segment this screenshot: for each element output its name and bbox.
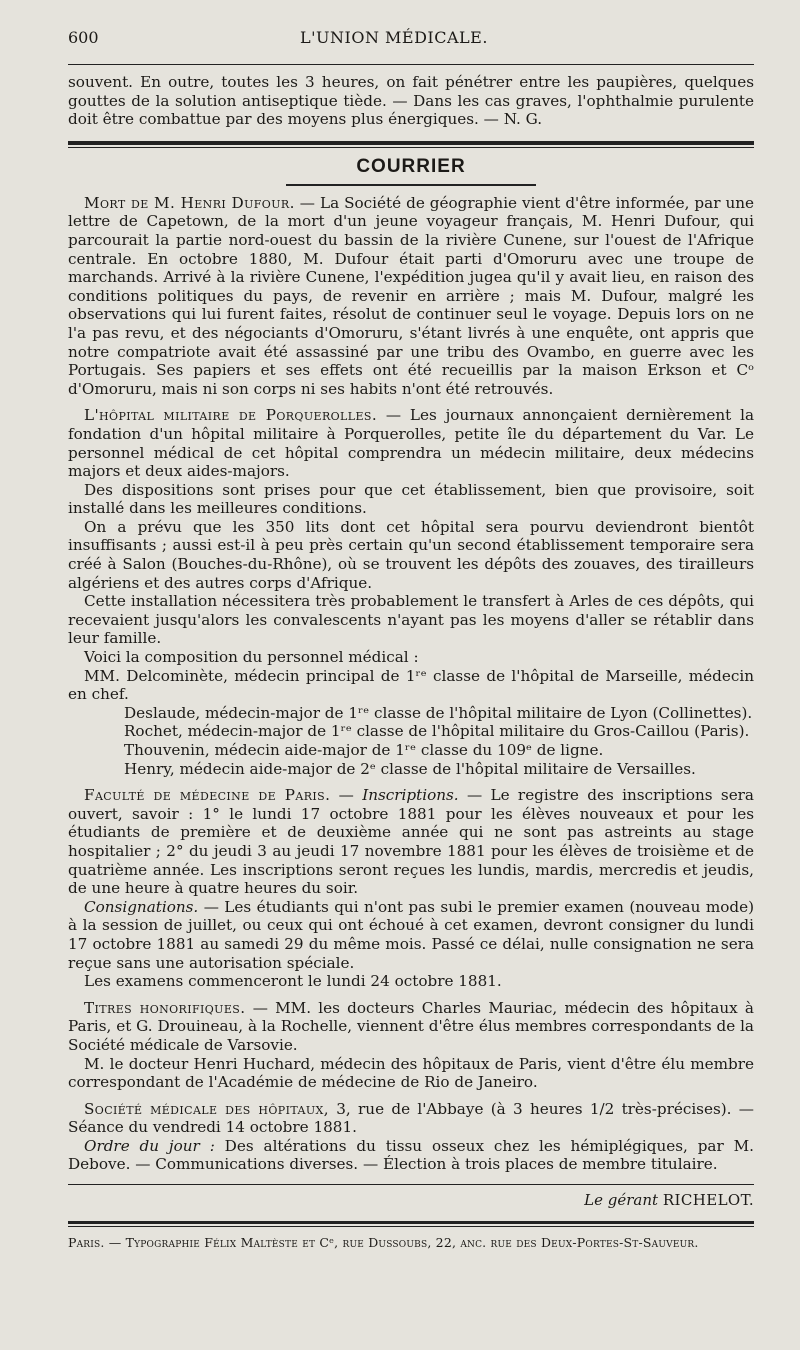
intro-paragraph: souvent. En outre, toutes les 3 heures, on fait pénétrer entre les paupières, quelques gouttes de la solution antiseptique tiède. — Dans les cas graves, l'ophthalmie purulente doit être combattue par des moyens plus énergiques. — N. G.: [68, 73, 754, 129]
signature: [68, 1191, 754, 1209]
page-header: [68, 28, 754, 54]
closing-rule: [68, 1184, 754, 1185]
staff-list: [124, 704, 754, 778]
article-heading: Société médicale des hôpitaux,: [84, 1099, 329, 1118]
paragraph: On a prévu que les 350 lits dont cet hôpital sera pourvu deviendront bientôt insuffisants ; aussi est-il à peu près certain qu'un second établissement temporaire sera créé à Salon (Bouches-du-Rhône), où se trouvent les dépôts des zouaves, des tirailleurs algériens et des autres corps d'Afrique.: [68, 517, 754, 592]
staff-item: Deslaude, médecin-major de 1ʳᵉ classe de l'hôpital militaire de Lyon (Collinettes).: [124, 703, 753, 722]
article-faculte: Faculté de médecine de Paris. — Inscriptions. — Le registre des inscriptions sera ouvert, savoir : 1° le lundi 17 octobre 1881 pour les élèves nouveaux et pour les étudiants de première et de deuxième année qui ne sont pas astreints au stage hospitalier ; 2° du jeudi 3 au jeudi 17 novembre 1881 pour les élèves de troisième et de quatrième année. Les inscriptions seront reçues les lundis, mardis, mercredis et jeudis, de une heure à quatre heures du soir.: [68, 786, 754, 898]
article-titres: [68, 999, 754, 1055]
article-heading: L'hôpital militaire de Porquerolles.: [84, 406, 378, 425]
article-text: — MM. les docteurs Charles Mauriac, médecin des hôpitaux à Paris, et G. Drouineau, à la Rochelle, viennent d'être élus membres correspondants de la Société médicale de Varsovie.: [68, 998, 754, 1054]
staff-lead: MM. Delcominète, médecin principal de 1ʳᵉ classe de l'hôpital de Marseille, médecin en chef.: [68, 666, 754, 704]
printer-imprint: Paris. — Typographie Félix Maltèste et Cᵉ, rue Dussoubs, 22, anc. rue des Deux-Portes-St-Sauveur.: [68, 1235, 699, 1251]
title-underline: [286, 184, 536, 186]
page-number: 600: [68, 28, 99, 47]
article-heading: Mort de M. Henri Dufour.: [84, 193, 295, 212]
article-text: — Les étudiants qui n'ont pas subi le premier examen (nouveau mode) à la session de juillet, ou ceux qui ont échoué à cet examen, devront consigner du lundi 17 octobre 1881 au samedi 29 du même mois. Passé ce délai, nulle consignation ne sera reçue sans une autorisation spéciale.: [68, 897, 754, 972]
signature-name: RICHELOT.: [662, 1191, 754, 1210]
article-dufour: [68, 194, 754, 399]
running-head: L'UNION MÉDICALE.: [300, 28, 488, 47]
paragraph: M. le docteur Henri Huchard, médecin des hôpitaux de Paris, vient d'être élu membre correspondant de l'Académie de médecine de Rio de Janeiro.: [68, 1054, 754, 1092]
section-divider: [68, 141, 754, 148]
header-rule: [68, 64, 754, 65]
paragraph: Les examens commenceront le lundi 24 octobre 1881.: [84, 972, 502, 991]
staff-item: Rochet, médecin-major de 1ʳᵉ classe de l'hôpital militaire du Gros-Caillou (Paris).: [124, 722, 750, 741]
footer-rule: [68, 1221, 754, 1227]
section-title: COURRIER: [356, 155, 466, 177]
article-subheading: Consignations.: [84, 897, 199, 916]
paragraph: Voici la composition du personnel médical :: [84, 648, 419, 667]
article-text: Des altérations du tissu osseux chez les hémiplégiques, par M. Debove. — Communications diverses. — Élection à trois places de membre titulaire.: [68, 1136, 754, 1174]
staff-item: Thouvenin, médecin aide-major de 1ʳᵉ classe du 109ᵉ de ligne.: [124, 741, 604, 759]
article-porquerolles: [68, 406, 754, 480]
paragraph: [68, 898, 754, 972]
paragraph: Des dispositions sont prises pour que cet établissement, bien que provisoire, soit installé dans les meilleures conditions.: [68, 480, 754, 518]
paragraph: [68, 1137, 754, 1174]
article-text: — La Société de géographie vient d'être informée, par une lettre de Capetown, de la mort d'un jeune voyageur français, M. Henri Dufour, qui parcourait la partie nord-ouest du bassin de la rivière Cunene, sur l'ouest de l'Afrique centrale. En octobre 1880, M. Dufour était parti d'Omoruru avec une troupe de marchands. Arrivé à la rivière Cunene, l'expédition jugea qu'il y avait lieu, en raison des conditions politiques du pays, de revenir en arrière ; mais M. Dufour, malgré les observations qui lui furent faites, résolut de continuer seul le voyage. Depuis lors on ne l'a pas revu, et des négociants d'Omoruru, s'étant livrés à une enquête, ont appris que notre compatriote avait été assassiné par une tribu des Ovambo, en guerre avec les Portugais. Ses papiers et ses effets ont été recueillis par la maison Erkson et Cᵒ d'Omoruru, mais ni son corps ni ses habits n'ont été retrouvés.: [68, 193, 755, 398]
article-text: — Le registre des inscriptions sera ouvert, savoir : 1° le lundi 17 octobre 1881 pour les élèves nouveaux et pour les étudiants de première et de deuxième année qui ne sont pas astreints au stage hospitalier ; 2° du jeudi 3 au jeudi 17 novembre 1881 pour les élèves de troisième et de quatrième année. Les inscriptions seront reçues les lundis, mardis, mercredis et jeudis, de une heure à quatre heures du soir.: [68, 786, 754, 898]
article-subheading: Ordre du jour :: [84, 1136, 215, 1155]
article-text: 3, rue de l'Abbaye (à 3 heures 1/2 très-précises). — Séance du vendredi 14 octobre 1881.: [68, 1099, 754, 1137]
article-heading: Faculté de médecine de Paris.: [84, 786, 331, 805]
article-societe: [68, 1100, 754, 1137]
article-heading: Titres honorifiques.: [84, 998, 246, 1017]
paragraph: Cette installation nécessitera très probablement le transfert à Arles de ces dépôts, qui recevaient jusqu'alors les convalescents n'ayant pas les moyens d'aller se rétablir dans leur famille.: [68, 592, 754, 648]
article-subheading: Inscriptions.: [362, 786, 459, 805]
article-text: — Les journaux annonçaient dernièrement la fondation d'un hôpital militaire à Porquerolles, petite île du département du Var. Le personnel médical de cet hôpital comprendra un médecin militaire, deux médecins majors et deux aides-majors.: [68, 406, 754, 481]
signature-label: Le gérant: [584, 1191, 659, 1210]
staff-item: Henry, médecin aide-major de 2ᵉ classe de l'hôpital militaire de Versailles.: [124, 759, 696, 778]
